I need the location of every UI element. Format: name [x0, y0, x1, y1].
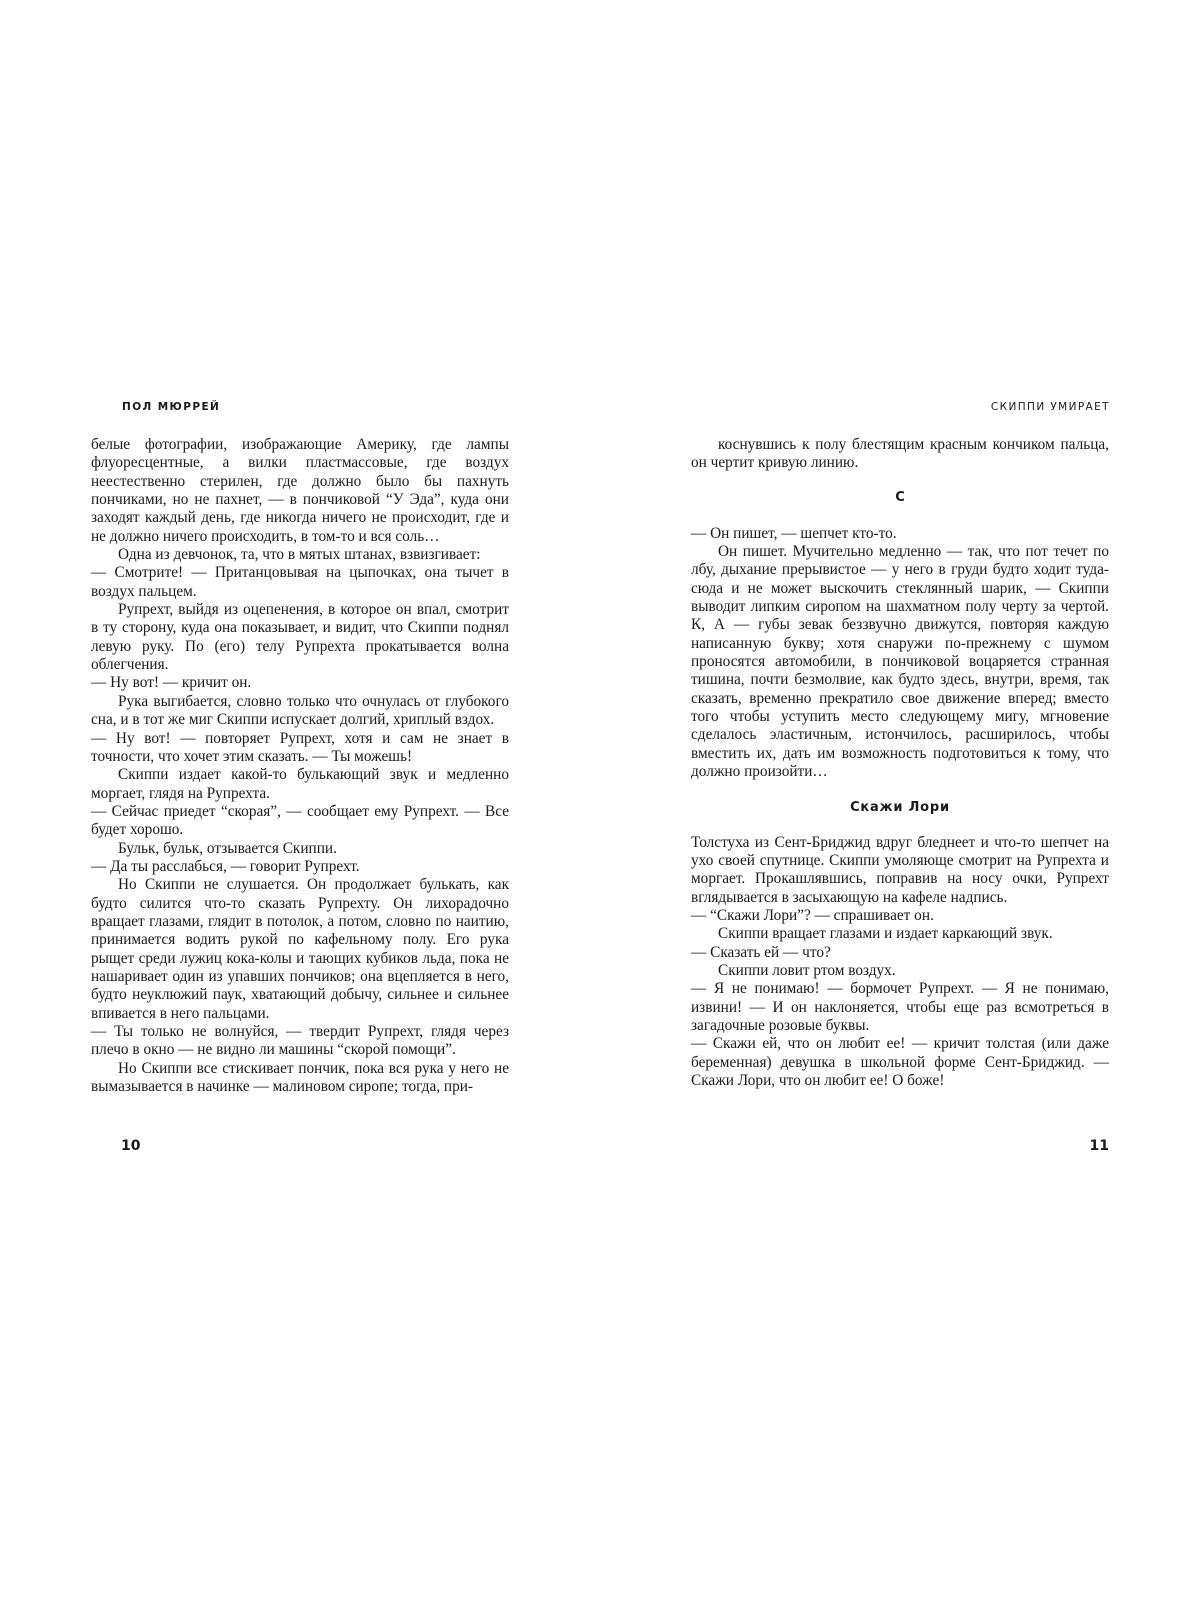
page-number: 10	[121, 1138, 141, 1154]
section-heading: Скажи Лори	[850, 799, 950, 815]
paragraph: Но Скиппи не слушается. Он продолжает булькать, как будто силится что-то сказать Рупрехту. Он лихорадочно вращает глазами, глядит в потолок, а потом, словно по наитию, принимается водить рукой по кафельному полу. Его рука рыщет среди лужиц кока-колы и тающих кубиков льда, пока не нашаривает один из упавших пончиков; она вцепляется в него, будто неуклюжий паук, хватающий добычу, сильнее и сильнее впивается в него пальцами.	[91, 876, 509, 1022]
dialogue-line: — Ты только не волнуйся, — твердит Рупрехт, глядя через плечо в окно — не видно ли машины “скорой помощи”.	[91, 1023, 509, 1059]
dialogue-line: — Я не понимаю! — бормочет Рупрехт. — Я не понимаю, извини! — И он наклоняется, чтобы еще раз всмотреться в загадочные розовые буквы.	[691, 980, 1109, 1034]
dialogue-line: — Ну вот! — повторяет Рупрехт, хотя и сам не знает в точности, что хочет этим сказать. — Ты можешь!	[91, 729, 509, 765]
paragraph: Скиппи вращает глазами и издает каркающий звук.	[718, 925, 1053, 943]
dialogue-line: — Сказать ей — что?	[691, 943, 831, 961]
paragraph: Он пишет. Мучительно медленно — так, что пот течет по лбу, дыхание прерывистое — у него в груди будто ходит туда-сюда и не может выскочить стеклянный шарик, — Скиппи выводит липким сиропом на шахматном полу черту за чертой. К, А — губы зевак беззвучно движутся, повторяя каждую написанную букву; хотя снаружи по-прежнему с шумом проносятся автомобили, в пончиковой воцаряется странная тишина, почти безмолвие, как будто здесь, внутри, время, так сказать, временно прекратило свое движение вперед; вместо того чтобы уступить место следующему мигу, мгновение сделалось эластичным, истончилось, расширилось, чтобы вместить их, дать им возможность подготовиться к тому, что должно произойти…	[691, 543, 1109, 781]
paragraph: белые фотографии, изображающие Америку, где лампы флуоресцентные, а вилки пластмассовые, где воздух неестественно стерилен, где должно было бы пахнуть пончиками, но не пахнет, — в пончиковой “У Эда”, куда они заходят каждый день, где никогда ничего не происходит, где и не должно ничего происходить, в том-то и вся соль…	[91, 436, 509, 545]
right-page	[600, 0, 1200, 1600]
dialogue-line: — Скажи ей, что он любит ее! — кричит толстая (или даже беременная) девушка в школьной форме Сент-Бриджид. — Скажи Лори, что он любит ее! О боже!	[691, 1035, 1109, 1089]
paragraph: Скиппи ловит ртом воздух.	[718, 961, 896, 979]
paragraph: Бульк, бульк, отзывается Скиппи.	[118, 839, 337, 857]
running-head-title: СКИППИ УМИРАЕТ	[990, 401, 1110, 413]
dialogue-line: — Смотрите! — Пританцовывая на цыпочках, она тычет в воздух пальцем.	[91, 564, 509, 600]
paragraph: Толстуха из Сент-Бриджид вдруг бледнеет и что-то шепчет на ухо своей спутнице. Скиппи умоляюще смотрит на Рупрехта и моргает. Прокашлявшись, поправив на носу очки, Рупрехт вглядывается в засыхающую на кафеле надпись.	[691, 833, 1109, 906]
paragraph: коснувшись к полу блестящим красным кончиком пальца, он чертит кривую линию.	[691, 436, 1109, 472]
running-head-author: ПОЛ МЮРРЕЙ	[122, 401, 221, 413]
section-mark: С	[895, 489, 905, 505]
paragraph: Но Скиппи все стискивает пончик, пока вся рука у него не вымазывается в начинке — малиновом сиропе; тогда, при-	[91, 1059, 509, 1096]
dialogue-line: — Сейчас приедет “скорая”, — сообщает ему Рупрехт. — Все будет хорошо.	[91, 802, 509, 839]
dialogue-line: — “Скажи Лори”? — спрашивает он.	[691, 906, 934, 924]
dialogue-line: — Ну вот! — кричит он.	[91, 674, 252, 692]
dialogue-line: — Да ты расслабься, — говорит Рупрехт.	[91, 857, 360, 875]
dialogue-line: — Он пишет, — шепчет кто-то.	[691, 524, 897, 542]
page-number: 11	[1089, 1138, 1109, 1154]
left-page-text	[91, 436, 509, 1096]
paragraph: Рука выгибается, словно только что очнулась от глубокого сна, и в тот же миг Скиппи испускает долгий, хриплый вздох.	[91, 692, 509, 729]
paragraph: Одна из девчонок, та, что в мятых штанах, взвизгивает:	[118, 546, 481, 564]
paragraph: Рупрехт, выйдя из оцепенения, в которое он впал, смотрит в ту сторону, куда она показывает, и видит, что Скиппи поднял левую руку. По (его) телу Рупрехта прокатывается волна облегчения.	[91, 601, 509, 674]
paragraph: Скиппи издает какой-то булькающий звук и медленно моргает, глядя на Рупрехта.	[91, 766, 509, 802]
right-page-text	[691, 436, 1109, 1090]
